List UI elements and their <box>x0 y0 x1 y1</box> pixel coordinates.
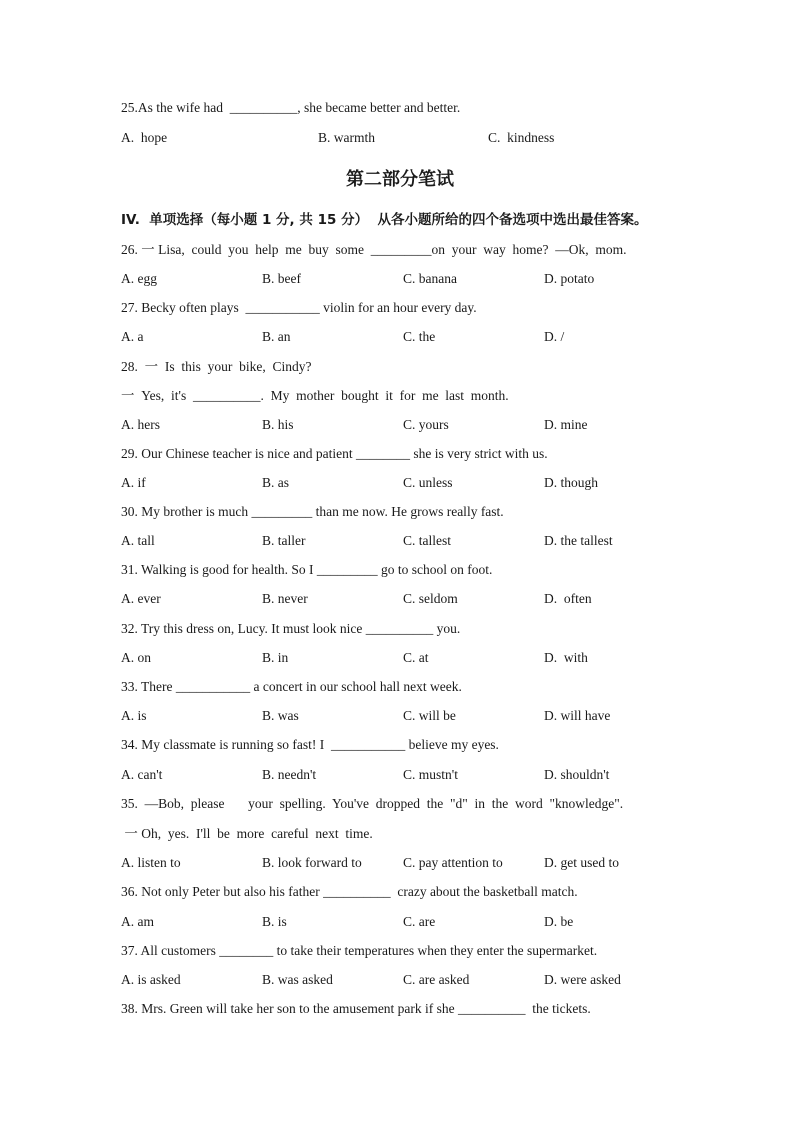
option-b: B. was <box>262 708 299 723</box>
section-heading: IV. 单项选择（每小题 1 分, 共 15 分） 从各小题所给的四个备选项中选出最佳答案。 <box>121 212 648 228</box>
option-d: D. with <box>544 650 588 665</box>
option-a: A. am <box>121 914 154 929</box>
question-35-stem: 35. —Bob, please your spelling. You've dropped the "d" in the word "knowledge". <box>121 796 624 811</box>
question-32-stem: 32. Try this dress on, Lucy. It must look nice __________ you. <box>121 621 461 636</box>
option-c: C. will be <box>403 708 456 723</box>
question-30-stem: 30. My brother is much _________ than me now. He grows really fast. <box>121 504 504 519</box>
option-c: C. banana <box>403 271 457 286</box>
option-b: B. as <box>262 475 289 490</box>
option-d: D. were asked <box>544 972 621 987</box>
option-b: B. taller <box>262 533 306 548</box>
option-a: A. a <box>121 329 144 344</box>
question-25-stem: 25.As the wife had __________, she became better and better. <box>121 100 461 115</box>
question-37-stem: 37. All customers ________ to take their temperatures when they enter the supermarket. <box>121 943 598 958</box>
option-a: A. if <box>121 475 146 490</box>
option-a: A. on <box>121 650 151 665</box>
option-a: A. tall <box>121 533 155 548</box>
option-a: A. is <box>121 708 147 723</box>
option-a: A. hers <box>121 417 160 432</box>
option-a: A. listen to <box>121 855 181 870</box>
option-c: C. at <box>403 650 429 665</box>
question-28-stem: 28. 一 Is this your bike, Cindy? <box>121 359 312 374</box>
option-b: B. needn't <box>262 767 317 782</box>
question-33-stem: 33. There ___________ a concert in our school hall next week. <box>121 679 462 694</box>
option-c: C. are asked <box>403 972 470 987</box>
question-35-stem-reply: 一 Oh, yes. I'll be more careful next time. <box>121 826 373 841</box>
option-d: D. shouldn't <box>544 767 610 782</box>
option-c: C. seldom <box>403 591 458 606</box>
option-b: B. is <box>262 914 287 929</box>
option-a: A. can't <box>121 767 163 782</box>
option-a: A. hope <box>121 130 168 145</box>
option-b: B. in <box>262 650 289 665</box>
question-26-stem: 26. 一 Lisa, could you help me buy some _________on your way home? —Ok, mom. <box>121 242 627 257</box>
question-27-stem: 27. Becky often plays ___________ violin for an hour every day. <box>121 300 477 315</box>
option-b: B. beef <box>262 271 301 286</box>
option-b: B. an <box>262 329 291 344</box>
question-31-stem: 31. Walking is good for health. So I _________ go to school on foot. <box>121 562 493 577</box>
option-c: C. the <box>403 329 436 344</box>
option-d: D. will have <box>544 708 611 723</box>
option-a: A. is asked <box>121 972 181 987</box>
option-c: C. tallest <box>403 533 451 548</box>
option-c: C. unless <box>403 475 453 490</box>
option-c: C. kindness <box>488 130 555 145</box>
option-b: B. look forward to <box>262 855 362 870</box>
option-d: D. the tallest <box>544 533 613 548</box>
question-38-stem: 38. Mrs. Green will take her son to the amusement park if she __________ the tickets. <box>121 1001 591 1016</box>
option-c: C. are <box>403 914 436 929</box>
question-29-stem: 29. Our Chinese teacher is nice and patient ________ she is very strict with us. <box>121 446 548 461</box>
question-28-stem-reply: 一 Yes, it's __________. My mother bought it for me last month. <box>121 388 509 403</box>
question-34-stem: 34. My classmate is running so fast! I ___________ believe my eyes. <box>121 737 499 752</box>
option-d: D. get used to <box>544 855 619 870</box>
option-b: B. his <box>262 417 294 432</box>
option-d: D. potato <box>544 271 595 286</box>
option-d: D. / <box>544 329 565 344</box>
option-d: D. often <box>544 591 592 606</box>
option-d: D. mine <box>544 417 588 432</box>
option-c: C. pay attention to <box>403 855 503 870</box>
option-d: D. be <box>544 914 574 929</box>
question-36-stem: 36. Not only Peter but also his father __________ crazy about the basketball match. <box>121 884 578 899</box>
option-b: B. was asked <box>262 972 333 987</box>
option-a: A. egg <box>121 271 157 286</box>
option-a: A. ever <box>121 591 161 606</box>
option-d: D. though <box>544 475 598 490</box>
option-b: B. never <box>262 591 308 606</box>
option-c: C. yours <box>403 417 449 432</box>
section-title: 第二部分笔试 <box>346 169 454 190</box>
option-b: B. warmth <box>318 130 375 145</box>
option-c: C. mustn't <box>403 767 458 782</box>
